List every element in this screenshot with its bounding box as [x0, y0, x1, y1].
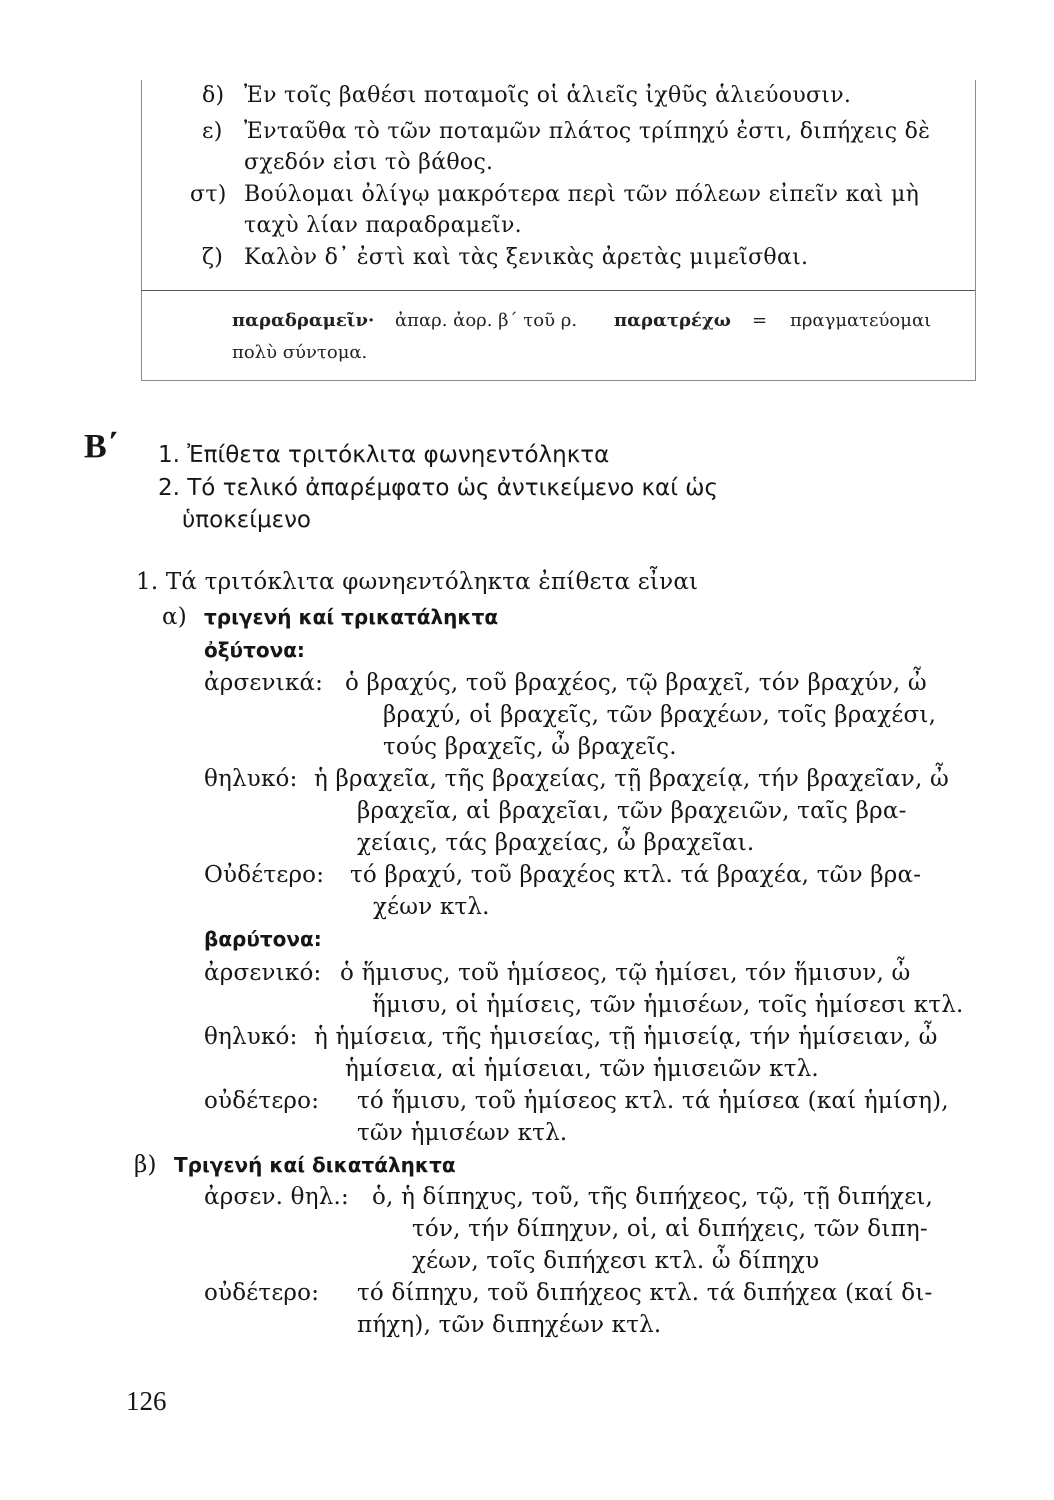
section-title: 2. Τό τελικό ἀπαρέμφατο ὡς ἀντικείμενο καί ὡς: [158, 475, 719, 501]
declension-line: ὁ, ἡ δίπηχυς, τοῦ, τῆς διπήχεος, τῷ, τῇ διπήχει,: [372, 1184, 934, 1210]
exercise-box-left-border: [141, 80, 142, 380]
intro-text: 1. Τά τριτόκλιτα φωνηεντόληκτα ἐπίθετα εἶναι: [136, 569, 699, 595]
declension-line: τόν, τήν δίπηχυν, οἱ, αἱ διπήχεις, τῶν διπη-: [412, 1216, 928, 1242]
declension-line: τό ἥμισυ, τοῦ ἡμίσεος κτλ. τά ἡμίσεα (καί ἡμίση),: [357, 1088, 949, 1114]
declension-line: χέων, τοῖς διπήχεσι κτλ. ὦ δίπηχυ: [412, 1248, 820, 1274]
gender-label: οὐδέτερο:: [204, 1280, 320, 1306]
gender-label: ἀρσενικό:: [204, 960, 322, 986]
declension-line: χείαις, τάς βραχείας, ὦ βραχεῖαι.: [357, 830, 755, 856]
gloss-text: ἀπαρ. ἀορ. β΄ τοῦ ρ.: [395, 310, 578, 331]
gloss-text: πολὺ σύντομα.: [232, 342, 368, 363]
gender-label: θηλυκό:: [204, 1024, 298, 1050]
gender-label: ἀρσενικά:: [204, 670, 324, 696]
declension-line: βραχεῖα, αἱ βραχεῖαι, τῶν βραχειῶν, ταῖς βρα-: [357, 798, 907, 824]
gender-label: οὐδέτερο:: [204, 1088, 320, 1114]
declension-line: τό βραχύ, τοῦ βραχέος κτλ. τά βραχέα, τῶν βρα-: [350, 862, 922, 888]
exercise-label: δ): [202, 83, 225, 108]
section-title: 1. Ἐπίθετα τριτόκλιτα φωνηεντόληκτα: [158, 442, 610, 468]
section-mark: Β΄: [84, 428, 118, 465]
declension-line: τῶν ἡμισέων κτλ.: [357, 1120, 568, 1146]
gender-label: θηλυκό:: [204, 766, 298, 792]
exercise-line: Ἐν τοῖς βαθέσι ποταμοῖς οἱ ἁλιεῖς ἰχθῦς ἁλιεύουσιν.: [244, 83, 852, 108]
exercise-label: στ): [190, 182, 227, 207]
declension-line: χέων κτλ.: [373, 894, 490, 920]
gloss-equals: =: [752, 310, 768, 331]
page-number: 126: [126, 1386, 167, 1416]
declension-line: ὁ βραχύς, τοῦ βραχέος, τῷ βραχεῖ, τόν βραχύν, ὦ: [345, 670, 927, 696]
declension-line: ὁ ἥμισυς, τοῦ ἡμίσεος, τῷ ἡμίσει, τόν ἥμισυν, ὦ: [340, 960, 911, 986]
gloss-term: παραδραμεῖν·: [232, 310, 375, 331]
gloss-box-top-border: [141, 290, 976, 291]
declension-line: ἡ βραχεῖα, τῆς βραχείας, τῇ βραχείᾳ, τήν βραχεῖαν, ὦ: [314, 766, 949, 792]
declension-line: ἡ ἡμίσεια, τῆς ἡμισείας, τῇ ἡμισείᾳ, τήν ἡμίσειαν, ὦ: [314, 1024, 938, 1050]
gender-label: ἀρσεν. θηλ.:: [204, 1184, 349, 1210]
declension-line: τούς βραχεῖς, ὦ βραχεῖς.: [383, 734, 677, 760]
accent-heading: βαρύτονα:: [204, 927, 322, 951]
accent-heading: ὀξύτονα:: [204, 638, 305, 662]
gloss-box-right-border: [975, 290, 976, 380]
declension-line: ἥμισυ, οἱ ἡμίσεις, τῶν ἡμισέων, τοῖς ἡμίσεσι κτλ.: [372, 992, 964, 1018]
subsection-label: β): [134, 1152, 157, 1178]
declension-line: ἡμίσεια, αἱ ἡμίσειαι, τῶν ἡμισειῶν κτλ.: [345, 1056, 819, 1082]
subsection-label: α): [162, 604, 187, 630]
exercise-label: ε): [202, 119, 223, 144]
subsection-heading: Τριγενή καί δικατάληκτα: [174, 1153, 456, 1177]
gloss-box-bottom-border: [141, 380, 976, 381]
exercise-line: Καλὸν δ᾽ ἐστὶ καὶ τὰς ξενικὰς ἀρετὰς μιμεῖσθαι.: [244, 245, 809, 270]
gloss-text: πραγματεύομαι: [790, 310, 932, 331]
exercise-line: Βούλομαι ὀλίγῳ μακρότερα περὶ τῶν πόλεων εἰπεῖν καὶ μὴ: [244, 182, 920, 207]
exercise-label: ζ): [202, 245, 224, 270]
section-title: ὑποκείμενο: [182, 507, 311, 533]
declension-line: βραχύ, οἱ βραχεῖς, τῶν βραχέων, τοῖς βραχέσι,: [383, 702, 937, 728]
exercise-line: Ἐνταῦθα τὸ τῶν ποταμῶν πλάτος τρίπηχύ ἐστι, διπήχεις δὲ: [244, 119, 931, 144]
exercise-line: σχεδόν εἰσι τὸ βάθος.: [244, 150, 494, 175]
exercise-line: ταχὺ λίαν παραδραμεῖν.: [244, 213, 522, 238]
subsection-heading: τριγενή καί τρικατάληκτα: [204, 605, 499, 629]
exercise-box-right-border: [975, 80, 976, 290]
gloss-term: παρατρέχω: [614, 310, 731, 331]
declension-line: πήχη), τῶν διπηχέων κτλ.: [357, 1312, 662, 1338]
gender-label: Οὐδέτερο:: [204, 862, 325, 888]
declension-line: τό δίπηχυ, τοῦ διπήχεος κτλ. τά διπήχεα (καί δι-: [357, 1280, 933, 1306]
